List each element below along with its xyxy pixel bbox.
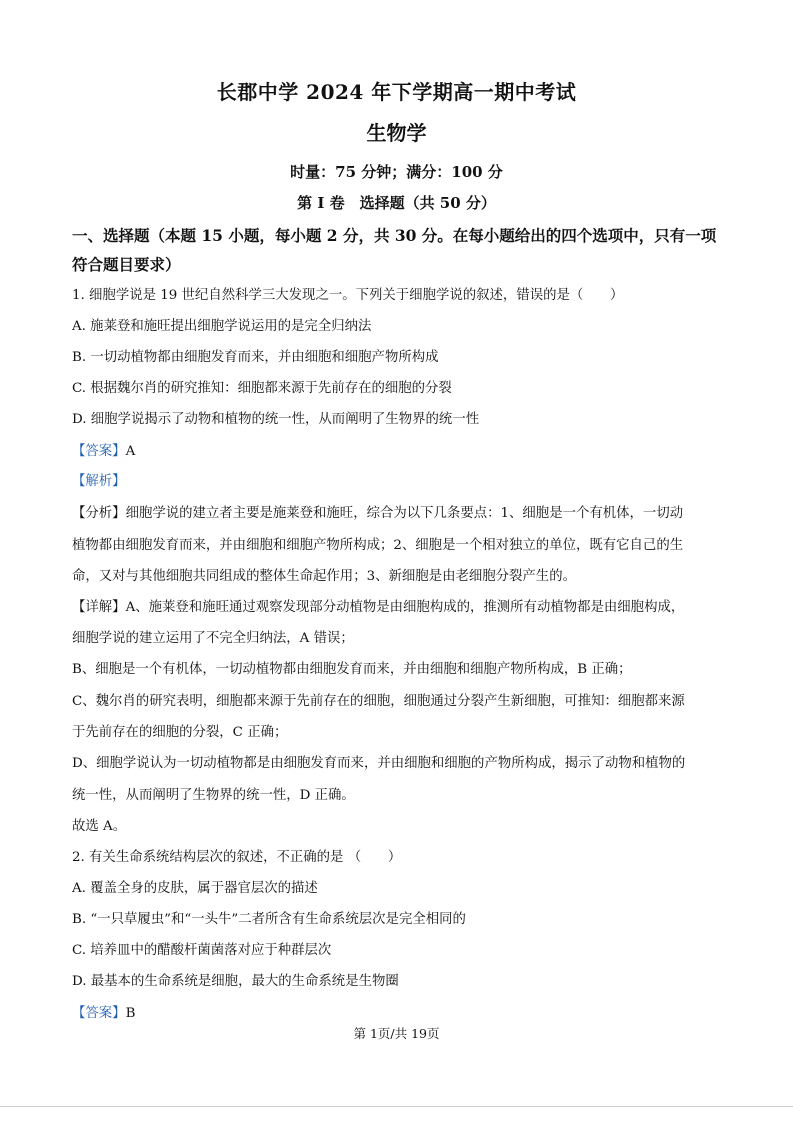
q2-option-c: C. 培养皿中的醋酸杆菌菌落对应于种群层次 xyxy=(72,943,332,958)
answer-tag: 【答案】 xyxy=(72,444,126,459)
q1-option-b: B. 一切动植物都由细胞发育而来，并由细胞和细胞产物所构成 xyxy=(72,350,439,365)
q1-detail-line-7: 统一性，从而阐明了生物界的统一性，D 正确。 xyxy=(72,788,355,803)
fenxi-text-1: 细胞学说的建立者主要是施莱登和施旺，综合为以下几条要点：1、细胞是一个有机体，一切动 xyxy=(125,506,684,521)
q1-option-d: D. 细胞学说揭示了动物和植物的统一性，从而阐明了生物界的统一性 xyxy=(72,412,480,427)
q1-detail-line-3: B、细胞是一个有机体，一切动植物都由细胞发育而来，并由细胞和细胞产物所构成，B 正确； xyxy=(72,662,632,677)
q1-detail-line-6: D、细胞学说认为一切动植物都是由细胞发育而来，并由细胞和细胞的产物所构成，揭示了动物和植物的 xyxy=(72,756,686,771)
q1-analysis-tag xyxy=(72,472,722,492)
q2-option-b: B. “一只草履虫”和“一头牛”二者所含有生命系统层次是完全相同的 xyxy=(72,912,466,927)
page-number: 第 1页/共 19页 xyxy=(353,1026,440,1041)
exam-title: 长郡中学 2024 年下学期高一期中考试 xyxy=(216,80,577,104)
q1-fenxi-line-3: 命，又对与其他细胞共同组成的整体生命起作用；3、新细胞是由老细胞分裂产生的。 xyxy=(72,569,576,584)
q1-detail-line-1 xyxy=(72,598,722,618)
q2-stem: 2. 有关生命系统结构层次的叙述，不正确的是 （ ） xyxy=(72,850,402,865)
q1-answer xyxy=(72,442,722,462)
q1-detail-line-2: 细胞学说的建立运用了不完全归纳法，A 错误； xyxy=(72,631,354,646)
q2-option-a: A. 覆盖全身的皮肤，属于器官层次的描述 xyxy=(72,881,318,896)
fenxi-tag: 【分析】 xyxy=(72,506,126,521)
q2-option-d: D. 最基本的生命系统是细胞，最大的生命系统是生物圈 xyxy=(72,974,399,989)
bottom-divider xyxy=(0,1106,793,1107)
section-heading-line-2: 符合题目要求） xyxy=(72,255,181,274)
q1-fenxi-line-1 xyxy=(72,504,722,524)
analysis-tag: 【解析】 xyxy=(72,474,126,489)
q1-option-c: C. 根据魏尔肖的研究推知：细胞都来源于先前存在的细胞的分裂 xyxy=(72,381,452,396)
section-heading xyxy=(72,221,722,279)
answer-value: B xyxy=(125,1006,136,1021)
q1-conclusion: 故选 A。 xyxy=(72,819,127,834)
detail-tag: 【详解】 xyxy=(72,600,126,615)
answer-tag: 【答案】 xyxy=(72,1006,126,1021)
q1-stem: 1. 细胞学说是 19 世纪自然科学三大发现之一。下列关于细胞学说的叙述，错误的是（ ） xyxy=(72,288,624,303)
detail-text-1: A、施莱登和施旺通过观察发现部分动植物是由细胞构成的，推测所有动植物都是由细胞构成， xyxy=(125,600,685,615)
part-heading: 第 I 卷 选择题（共 50 分） xyxy=(297,194,496,212)
time-score-info: 时量：75 分钟；满分：100 分 xyxy=(290,163,503,181)
q1-option-a: A. 施莱登和施旺提出细胞学说运用的是完全归纳法 xyxy=(72,319,372,334)
answer-value: A xyxy=(125,444,136,459)
q1-fenxi-line-2: 植物都由细胞发育而来，并由细胞和细胞产物所构成；2、细胞是一个相对独立的单位，既有它自己的生 xyxy=(72,538,684,553)
q2-answer xyxy=(72,1004,722,1024)
subject-title: 生物学 xyxy=(366,121,427,145)
q1-detail-line-5: 于先前存在的细胞的分裂，C 正确； xyxy=(72,725,288,740)
q1-detail-line-4: C、魏尔肖的研究表明，细胞都来源于先前存在的细胞，细胞通过分裂产生新细胞，可推知：细胞都来源 xyxy=(72,694,685,709)
section-heading-line-1: 一、选择题（本题 15 小题，每小题 2 分，共 30 分。在每小题给出的四个选项中，只有一项 xyxy=(72,226,717,245)
